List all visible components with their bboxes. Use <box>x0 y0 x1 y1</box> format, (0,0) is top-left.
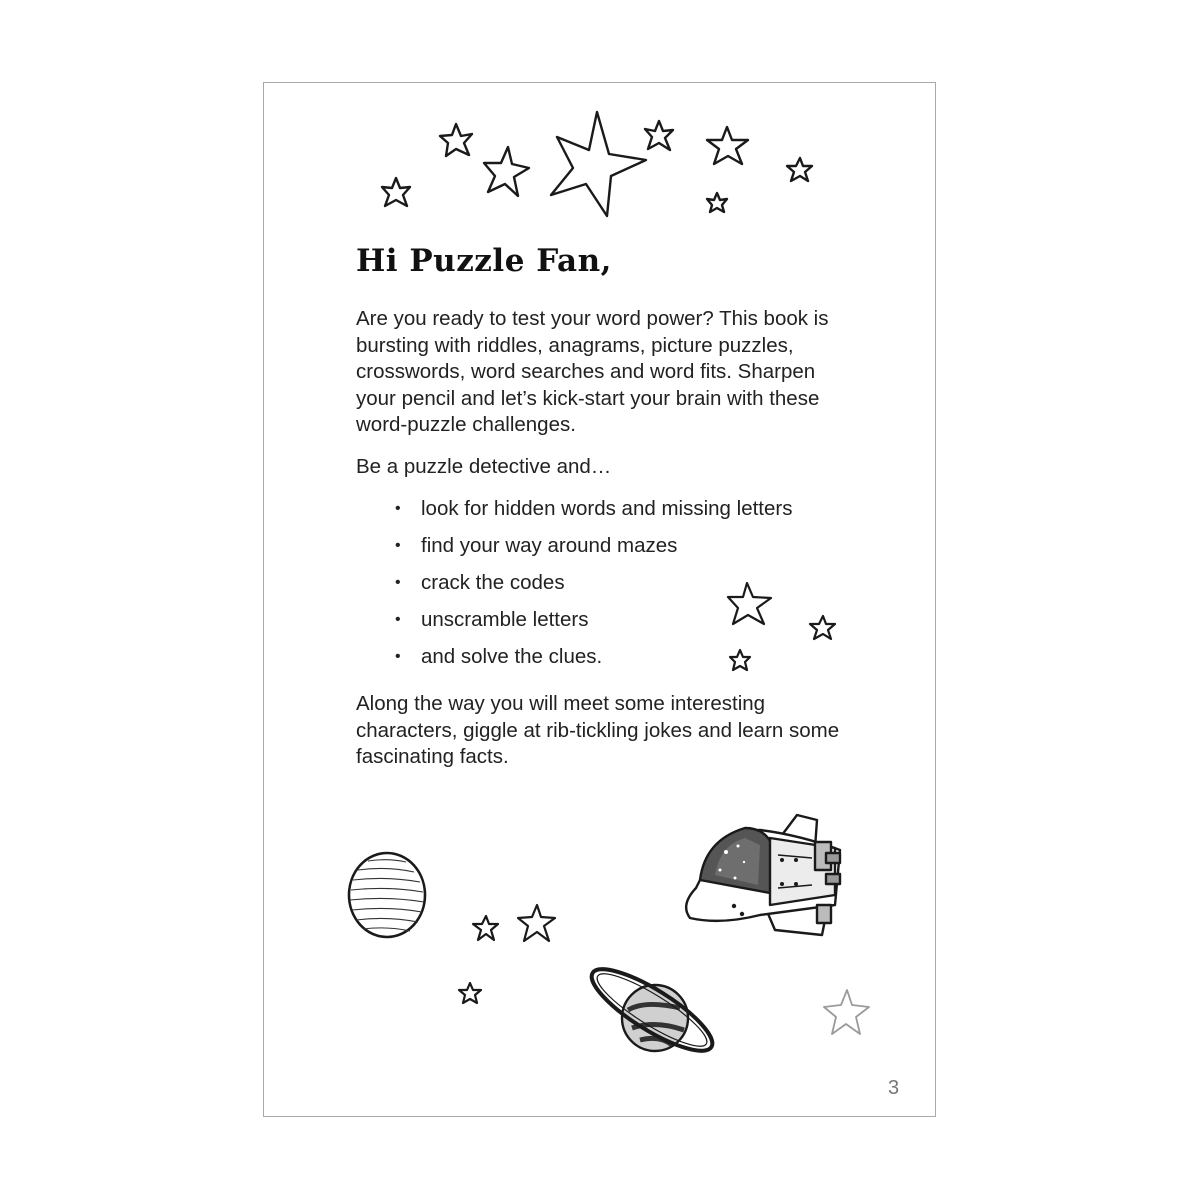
lead-in-text: Be a puzzle detective and… <box>356 455 612 478</box>
page-heading: Hi Puzzle Fan, <box>356 243 612 279</box>
ringed-planet-icon <box>582 956 722 1064</box>
list-item-text: look for hidden words and missing letters <box>421 497 793 520</box>
bullet-icon: • <box>395 537 401 554</box>
page-number: 3 <box>888 1077 900 1099</box>
bullet-icon: • <box>395 500 401 517</box>
list-item-text: crack the codes <box>421 571 565 594</box>
bullet-icon: • <box>395 648 401 665</box>
star-icon <box>459 983 481 1003</box>
spaceship-icon <box>686 815 840 935</box>
intro-paragraph: Are you ready to test your word power? This book is bursting with riddles, anagrams, picture puzzles, crosswords, word searches and word fits. Sharpen your pencil and let’s kick-start your brain with these word-puzzle challenges. <box>356 307 829 436</box>
planet-icon <box>349 853 425 937</box>
list-item-text: and solve the clues. <box>421 645 603 668</box>
bullet-icon: • <box>395 574 401 591</box>
closing-paragraph: Along the way you will meet some interesting characters, giggle at rib-tickling jokes and learn some fascinating facts. <box>356 692 840 768</box>
star-icon <box>473 916 498 940</box>
star-icon <box>824 990 869 1034</box>
star-icon <box>518 905 555 941</box>
list-item-text: unscramble letters <box>421 608 589 631</box>
list-item-text: find your way around mazes <box>421 534 678 557</box>
bullet-icon: • <box>395 611 401 628</box>
